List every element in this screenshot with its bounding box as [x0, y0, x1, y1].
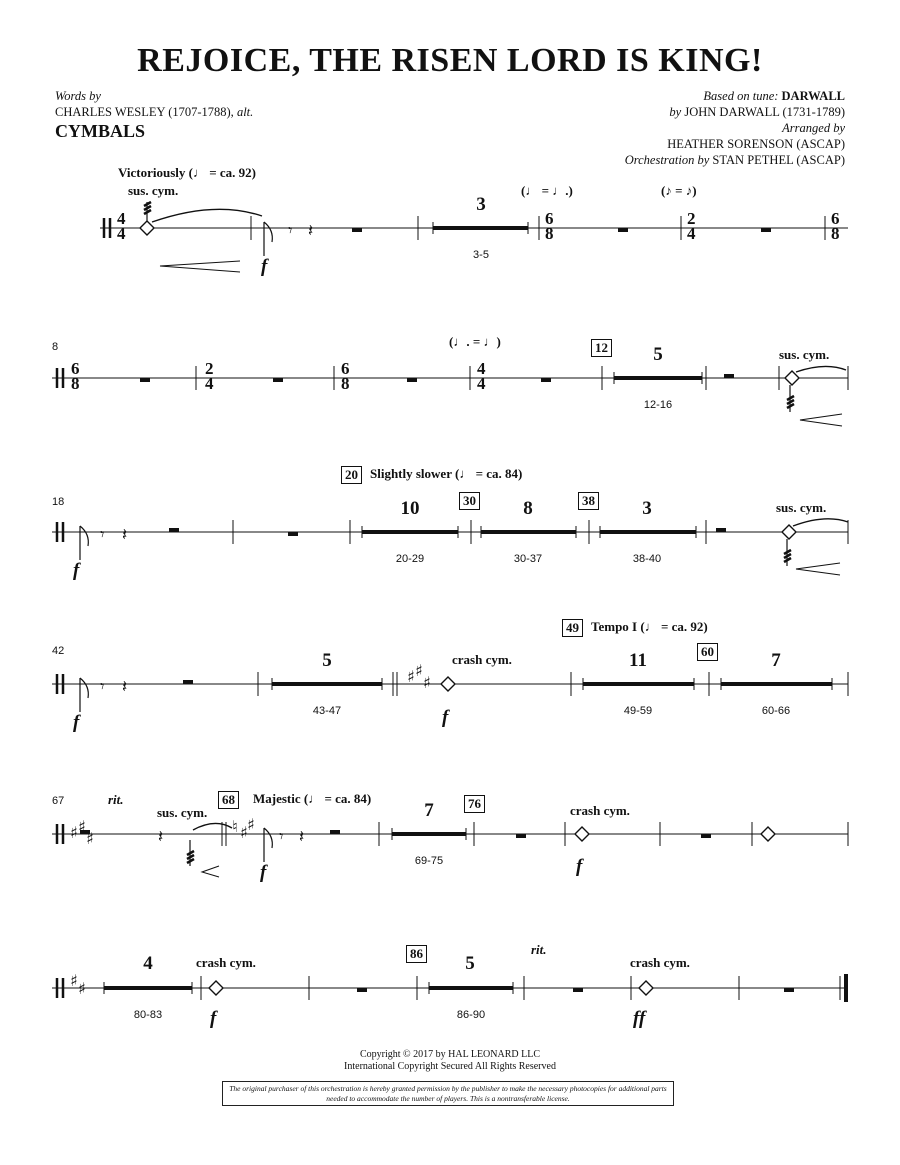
- crash-cym-label: crash cym.: [452, 652, 512, 667]
- measure-range: 38-40: [632, 553, 662, 565]
- measure-range: 3-5: [473, 249, 489, 261]
- copyright-line-1: Copyright © 2017 by HAL LEONARD LLC: [360, 1049, 540, 1060]
- rit-marking: rit.: [108, 792, 124, 807]
- sus-cym-label: sus. cym.: [128, 183, 179, 198]
- tempo-marking: Slightly slower (♩ = ca. 84): [370, 466, 523, 481]
- svg-text:𝄽: 𝄽: [299, 827, 305, 847]
- crash-cym-label: crash cym.: [196, 955, 256, 970]
- multirest-count: 7: [771, 650, 781, 671]
- time-sig: 2 4: [205, 359, 214, 393]
- measure-range: 30-37: [513, 553, 543, 565]
- tempo-marking: Tempo I (♩ = ca. 92): [591, 619, 708, 634]
- measure-range: 49-59: [623, 705, 653, 717]
- time-sig: 6 8: [545, 209, 554, 243]
- time-sig: 2 4: [687, 209, 696, 243]
- multirest-count: 11: [629, 650, 647, 671]
- dynamic-f: f: [73, 560, 80, 581]
- rehearsal-mark: 49: [562, 619, 583, 637]
- multirest-count: 5: [465, 953, 475, 974]
- crash-cym-label: crash cym.: [630, 955, 690, 970]
- composer: JOHN DARWALL (1731-1789): [684, 105, 845, 119]
- rehearsal-mark: 20: [341, 466, 362, 484]
- composer-by: by: [669, 105, 682, 119]
- license-notice: The original purchaser of this orchestration is hereby granted permission by the publisher to make the necessary photocopies for additional parts needed to accommodate the number of players. This is a nontransferable license.: [222, 1081, 674, 1106]
- svg-text:♯: ♯: [415, 661, 423, 680]
- metric-modulation: (♪ = ♪): [661, 183, 697, 198]
- metric-modulation: (♩ = ♩.): [521, 183, 573, 198]
- page-title: REJOICE, THE RISEN LORD IS KING!: [137, 42, 763, 79]
- dynamic-f: f: [576, 856, 583, 877]
- sus-cym-label: sus. cym.: [157, 805, 208, 820]
- svg-text:♯: ♯: [70, 971, 78, 990]
- dynamic-f: f: [260, 862, 267, 883]
- svg-text:♯: ♯: [407, 667, 415, 686]
- measure-range: 60-66: [761, 705, 791, 717]
- measure-range: 86-90: [456, 1009, 486, 1021]
- instrument-name: CYMBALS: [55, 121, 146, 141]
- measure-number: 8: [52, 341, 59, 353]
- measure-range: 12-16: [643, 399, 673, 411]
- multirest-count: 3: [642, 498, 652, 519]
- orchestrator: STAN PETHEL (ASCAP): [712, 153, 845, 167]
- measure-number: 18: [52, 496, 65, 508]
- time-sig: 6 8: [831, 209, 840, 243]
- svg-text:♯: ♯: [240, 823, 248, 842]
- measure-number: 67: [52, 795, 65, 807]
- svg-text:♯: ♯: [86, 829, 94, 848]
- rehearsal-mark: 76: [464, 795, 485, 813]
- svg-text:♯: ♯: [247, 815, 255, 834]
- svg-text:𝄾: 𝄾: [288, 221, 293, 241]
- multirest-count: 4: [143, 953, 153, 974]
- lyricist-alt: alt.: [236, 105, 254, 119]
- dynamic-f: f: [261, 256, 268, 277]
- multirest-count: 10: [400, 498, 420, 519]
- svg-text:𝄽: 𝄽: [122, 677, 128, 697]
- words-by-label: Words by: [55, 89, 101, 103]
- rehearsal-mark: 60: [697, 643, 718, 661]
- whole-rests: [80, 228, 794, 992]
- rehearsal-mark: 68: [218, 791, 239, 809]
- time-sig: 6 8: [341, 359, 350, 393]
- svg-text:𝄾: 𝄾: [100, 525, 105, 545]
- multirest-count: 7: [424, 800, 434, 821]
- svg-text:♮: ♮: [232, 817, 238, 836]
- measure-range: 43-47: [312, 705, 342, 717]
- rehearsal-mark: 12: [591, 339, 612, 357]
- time-sig: 6 8: [71, 359, 80, 393]
- svg-text:𝄽: 𝄽: [158, 827, 164, 847]
- dynamic-f: f: [210, 1008, 217, 1029]
- rehearsal-mark: 86: [406, 945, 427, 963]
- rit-marking: rit.: [531, 942, 547, 957]
- svg-text:♯: ♯: [70, 823, 78, 842]
- measure-range: 69-75: [414, 855, 444, 867]
- copyright-line-2: International Copyright Secured All Rights Reserved: [344, 1061, 556, 1072]
- multirest-count: 5: [653, 344, 663, 365]
- tune-name: DARWALL: [781, 89, 845, 103]
- rehearsal-mark: 30: [459, 492, 480, 510]
- multirest-count: 3: [476, 194, 486, 215]
- svg-text:♯: ♯: [78, 817, 86, 836]
- svg-text:𝄾: 𝄾: [100, 677, 105, 697]
- arranger: HEATHER SORENSON (ASCAP): [667, 137, 845, 151]
- multirest-count: 8: [523, 498, 533, 519]
- sus-cym-label: sus. cym.: [776, 500, 827, 515]
- svg-text:𝄽: 𝄽: [308, 221, 314, 241]
- dynamic-f: f: [442, 707, 449, 728]
- measure-number: 42: [52, 645, 65, 657]
- rehearsal-mark: 38: [578, 492, 599, 510]
- measure-range: 80-83: [133, 1009, 163, 1021]
- dynamic-f: f: [73, 712, 80, 733]
- tempo-marking: Victoriously (♩ = ca. 92): [118, 165, 256, 180]
- based-on-label: Based on tune:: [703, 89, 779, 103]
- tempo-marking: Majestic (♩ = ca. 84): [253, 791, 372, 806]
- arranged-label: Arranged by: [782, 121, 845, 135]
- crash-cym-label: crash cym.: [570, 803, 630, 818]
- metric-modulation: (♩. = ♩): [449, 334, 501, 349]
- svg-text:♯: ♯: [423, 673, 431, 692]
- svg-text:𝄾: 𝄾: [279, 827, 284, 847]
- sus-cym-label: sus. cym.: [779, 347, 830, 362]
- dynamic-ff: ff: [633, 1008, 646, 1029]
- orchestration-label: Orchestration by: [624, 153, 710, 167]
- svg-text:♯: ♯: [78, 979, 86, 998]
- lyricist: CHARLES WESLEY (1707-1788),: [55, 105, 234, 119]
- measure-range: 20-29: [395, 553, 425, 565]
- svg-text:𝄽: 𝄽: [122, 525, 128, 545]
- multirest-count: 5: [322, 650, 332, 671]
- time-sig: 4 4: [477, 359, 486, 393]
- time-sig: 4 4: [117, 209, 126, 243]
